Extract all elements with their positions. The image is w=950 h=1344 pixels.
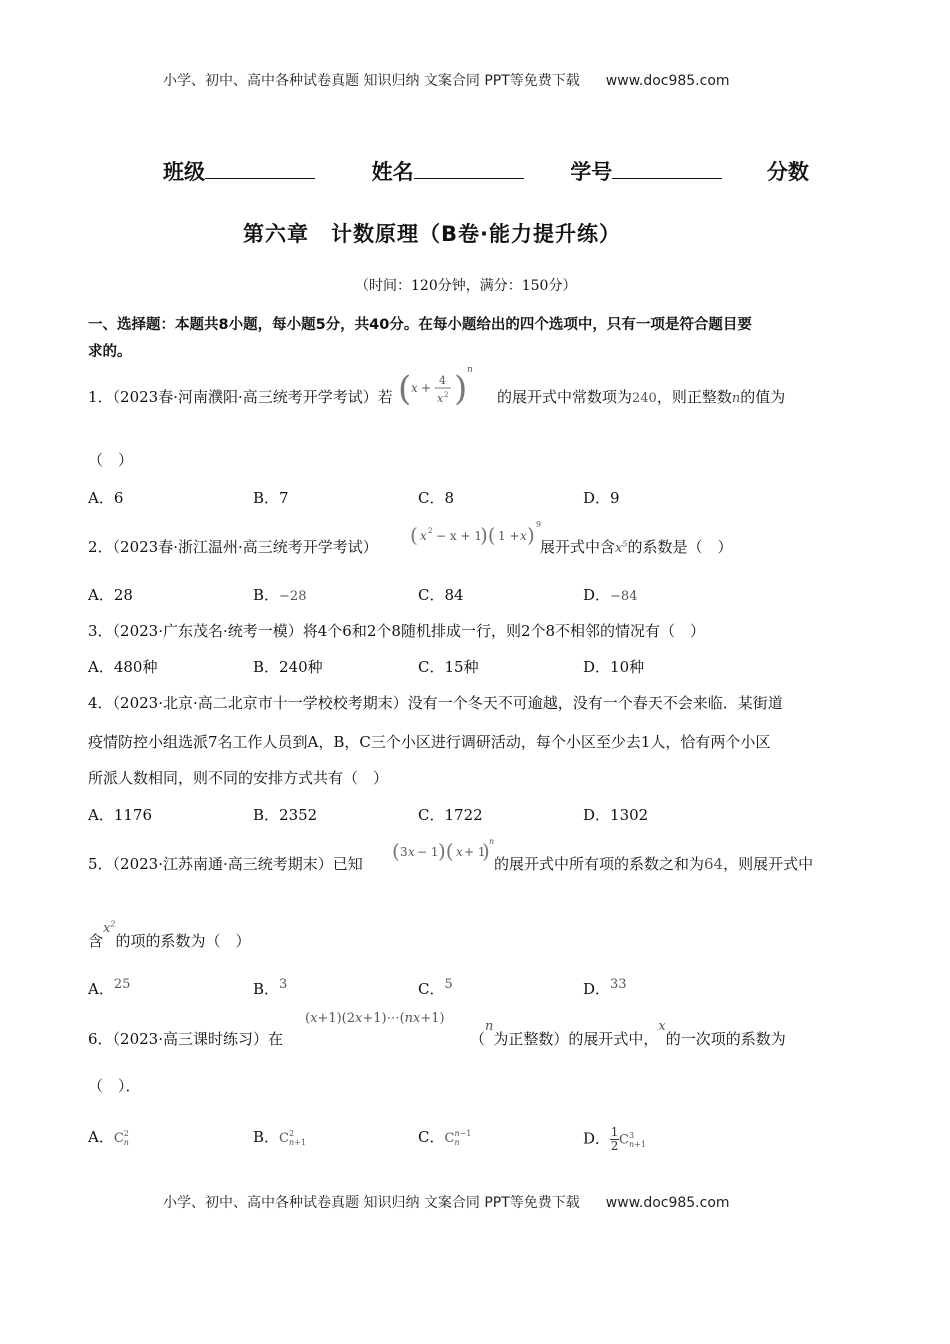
footer-text: 小学、初中、高中各种试卷真题 知识归纳 文案合同 PPT等免费下载	[163, 1195, 580, 1211]
q3-option-b[interactable]: B．240种	[253, 658, 323, 676]
question-1-tail: 的展开式中常数项为240，则正整数n的值为	[497, 388, 786, 406]
q2-option-b[interactable]: B．−28	[253, 586, 307, 604]
class-blank	[205, 160, 315, 179]
svg-text:(: (	[410, 523, 418, 547]
svg-text:(: (	[392, 839, 400, 863]
svg-text:+ 1: + 1	[464, 845, 486, 859]
q2-formula	[408, 516, 543, 552]
q5-option-d[interactable]: D．33	[583, 977, 627, 998]
id-label: 学号	[570, 160, 613, 184]
svg-text:(: (	[398, 369, 412, 409]
svg-text:x: x	[456, 845, 463, 859]
q4-option-c[interactable]: C．1722	[418, 806, 483, 824]
q6-option-b[interactable]: B．C2 n+1	[253, 1128, 306, 1147]
q2-option-c[interactable]: C．84	[418, 586, 464, 604]
q3-option-c[interactable]: C．15种	[418, 658, 479, 676]
q3-option-d[interactable]: D．10种	[583, 658, 645, 676]
q2-option-a[interactable]: A．28	[88, 586, 133, 604]
q5-x2: $x^2$	[103, 919, 116, 936]
svg-text:): )	[527, 523, 535, 547]
name-label: 姓名	[371, 160, 414, 184]
student-info	[163, 156, 809, 186]
question-2-tail: 展开式中含$x^5$的系数是（ ）	[540, 538, 733, 556]
svg-text:+: +	[421, 381, 432, 395]
q6-formula: (x+1)(2x+1)⋯(nx+1)	[305, 1011, 445, 1026]
svg-text:)(: )(	[438, 839, 454, 863]
q6-option-d[interactable]: D．$\frac{1}{2}$ C3 n+1	[583, 1125, 646, 1153]
svg-text:− x + 1: − x + 1	[436, 529, 482, 543]
q4-option-d[interactable]: D．1302	[583, 806, 649, 824]
question-5-line2: 含$x^2$的项的系数为（ ）	[88, 919, 251, 950]
svg-text:x: x	[411, 381, 418, 395]
q1-option-d[interactable]: D．9	[583, 489, 620, 507]
svg-text:2: 2	[428, 527, 433, 535]
svg-text:n: n	[467, 365, 473, 375]
q2-option-d[interactable]: D．−84	[583, 586, 638, 604]
name-blank	[414, 160, 524, 179]
q5-option-c[interactable]: C．5	[418, 977, 453, 998]
question-4: 4．（2023·北京·高二北京市十一学校校考期末）没有一个冬天不可逾越，没有一个春天不会来临．某街道	[88, 694, 783, 712]
question-3: 3．（2023·广东茂名·统考一模）将4个6和2个8随机排成一行，则2个8不相邻的情况有（ ）	[88, 622, 706, 640]
svg-text:n: n	[489, 837, 494, 846]
section-heading-cont: 求的。	[88, 344, 132, 360]
question-6-mid: （n为正整数）的展开式中，x的一次项的系数为	[470, 1019, 786, 1048]
svg-text:): )	[482, 839, 490, 863]
q5-option-a[interactable]: A．25	[88, 977, 131, 998]
q1-option-c[interactable]: C．8	[418, 489, 455, 507]
svg-text:x: x	[520, 529, 527, 543]
question-5: 5．（2023·江苏南通·高三统考期末）已知	[88, 855, 363, 873]
q4-option-b[interactable]: B．2352	[253, 806, 318, 824]
section-heading: 一、选择题：本题共8小题，每小题5分，共40分。在每小题给出的四个选项中，只有一项是符合题目要	[88, 317, 752, 333]
question-1: 1．（2023春·河南濮阳·高三统考开学考试）若	[88, 388, 393, 406]
score-label: 分数	[766, 160, 809, 184]
page-subtitle: （时间：120分钟，满分：150分）	[355, 278, 577, 294]
q1-option-b[interactable]: B．7	[253, 489, 289, 507]
svg-text:2: 2	[444, 391, 449, 399]
svg-text:9: 9	[536, 520, 542, 529]
question-4-line3: 所派人数相同，则不同的安排方式共有（ ）	[88, 769, 389, 787]
question-1-bracket: （ ）	[88, 451, 134, 469]
svg-text:): )	[454, 369, 468, 409]
question-6: 6．（2023·高三课时练习）在	[88, 1030, 284, 1048]
header-text: 小学、初中、高中各种试卷真题 知识归纳 文案合同 PPT等免费下载	[163, 73, 580, 89]
svg-text:)(: )(	[480, 523, 496, 547]
svg-text:− 1: − 1	[417, 845, 439, 859]
page-header	[163, 70, 730, 90]
svg-text:3: 3	[400, 845, 408, 859]
q5-formula	[390, 834, 494, 868]
header-site: www.doc985.com	[605, 73, 730, 89]
svg-text:x: x	[437, 392, 444, 405]
svg-text:4: 4	[439, 374, 446, 387]
question-6-line2: （ ）．	[88, 1077, 141, 1095]
page-title: 第六章 计数原理（B卷·能力提升练）	[243, 222, 621, 246]
q1-option-a[interactable]: A．6	[88, 489, 124, 507]
question-2: 2．（2023春·浙江温州·高三统考开学考试）	[88, 538, 378, 556]
svg-text:x: x	[420, 529, 427, 543]
q3-option-a[interactable]: A．480种	[88, 658, 158, 676]
q1-value: 240	[632, 391, 657, 406]
svg-text:1 +: 1 +	[498, 529, 520, 543]
q5-option-b[interactable]: B．3	[253, 977, 288, 998]
svg-text:x: x	[408, 845, 415, 859]
q1-formula	[397, 362, 491, 412]
page-footer	[163, 1192, 730, 1212]
question-5-tail: 的展开式中所有项的系数之和为64，则展开式中	[494, 855, 814, 873]
q5-value: 64	[704, 855, 724, 873]
class-label: 班级	[163, 160, 205, 184]
q6-option-c[interactable]: C．Cn−1 n	[418, 1128, 472, 1147]
footer-site: www.doc985.com	[605, 1195, 730, 1211]
question-4-line2: 疫情防控小组选派7名工作人员到A，B，C三个小区进行调研活动，每个小区至少去1人，恰有两个小区	[88, 733, 771, 751]
q2-x5: $x^5$	[615, 539, 628, 556]
q6-option-a[interactable]: A．C2 n	[88, 1128, 129, 1147]
id-blank	[612, 160, 722, 179]
q4-option-a[interactable]: A．1176	[88, 806, 153, 824]
